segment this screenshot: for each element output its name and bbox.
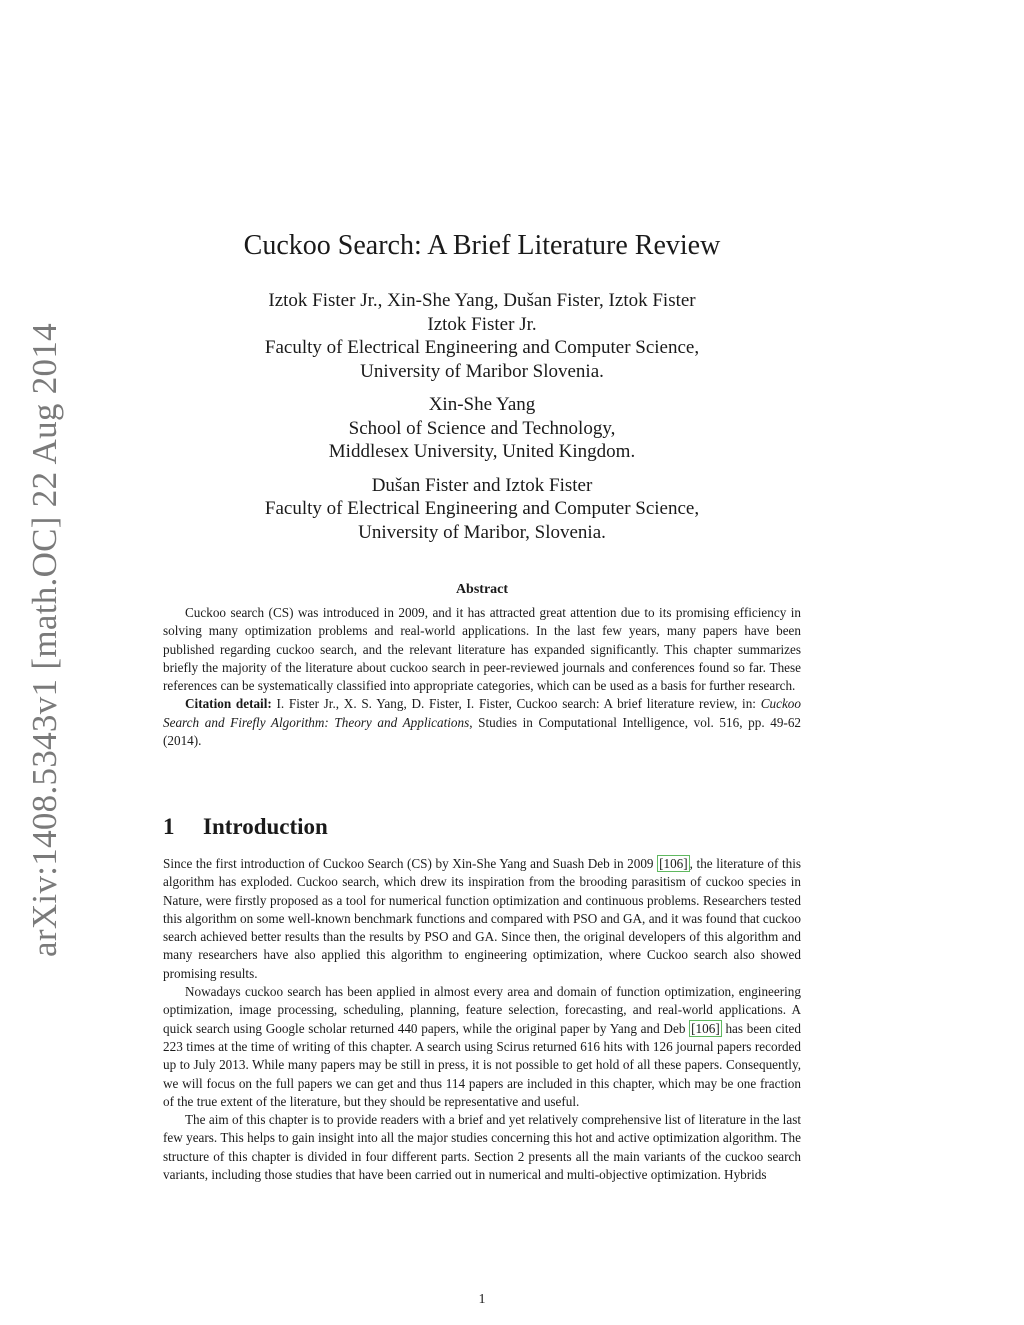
citation-detail-series: , Studies in Computational Intelligence, vol. 516, pp. 49-62 (2014). [163, 714, 802, 749]
introduction-body [163, 855, 801, 1184]
abstract-body [163, 604, 801, 750]
affiliation-1-name: Iztok Fister Jr. [427, 313, 537, 335]
affiliation-2-name: Xin-She Yang [428, 394, 536, 415]
affiliation-3-name: Dušan Fister and Iztok Fister [371, 474, 593, 496]
section-number: 1 [163, 814, 175, 839]
author-block [0, 289, 964, 544]
intro-paragraph-3: The aim of this chapter is to provide readers with a brief and yet relatively comprehensive list of literature in the last few years. This helps to gain insight into all the major studies concerning this hot and active optimization algorithm. The structure of this chapter is divided in four different parts. Section 2 presents all the main variants of the cuckoo search variants, including those studies that have been carried out in numerical and multi-objective optimization. Hybrids [163, 1112, 801, 1183]
intro-paragraph-1-text-b: , the literature of this algorithm has exploded. Cuckoo search, which drew its inspiration from the brooding parasitism of cuckoo species in Nature, were firstly proposed as a tool for numerical function optimization and continuous problems. Researchers tested this algorithm on some well-known benchmark functions and compared with PSO and GA, and it was found that cuckoo search achieved better results than the results by PSO and GA. Since then, the original developers of this algorithm and many researchers have also applied this algorithm to engineering optimization, where Cuckoo search also showed promising results. [163, 856, 801, 981]
affiliation-3-university: University of Maribor, Slovenia. [358, 521, 606, 543]
intro-paragraph-1 [163, 855, 801, 983]
section-title: Introduction [203, 814, 328, 839]
intro-paragraph-1-text-a: Since the first introduction of Cuckoo Search (CS) by Xin-She Yang and Suash Deb in 2009 [163, 856, 658, 871]
intro-paragraph-2 [163, 983, 801, 1111]
citation-link-106-second[interactable]: [106] [691, 1020, 720, 1036]
affiliation-2-department: School of Science and Technology, [348, 417, 616, 439]
citation-detail-book-title: Cuckoo Search and Firefly Algorithm: Theory and Applications [163, 696, 801, 730]
intro-paragraph-2-text-b: has been cited 223 times at the time of writing of this chapter. A search using Scirus returned 616 hits with 126 journal papers recorded up to July 2013. While many papers may be still in press, it is not possible to get hold of all these papers. Consequently, we will focus on the full papers we can get and thus 114 papers are included in this chapter, which may be one fraction of the true extent of the literature, but they should be representative and useful. [163, 1020, 801, 1109]
affiliation-3-department: Faculty of Electrical Engineering and Computer Science, [264, 498, 700, 519]
affiliation-2-university: Middlesex University, United Kingdom. [328, 441, 636, 462]
page-number: 1 [478, 1292, 486, 1307]
section-heading-introduction [163, 814, 328, 840]
intro-paragraph-2-text-a: Nowadays cuckoo search has been applied in almost every area and domain of function optimization, engineering optimization, image processing, scheduling, planning, feature selection, forecasting, and real-world applications. A quick search using Google scholar returned 440 papers, while the original paper by Yang and Deb [163, 984, 801, 1036]
affiliation-1-department: Faculty of Electrical Engineering and Computer Science, [264, 337, 700, 358]
paper-title: Cuckoo Search: A Brief Literature Review [243, 230, 721, 261]
abstract-heading: Abstract [455, 582, 509, 597]
affiliation-1-university: University of Maribor Slovenia. [360, 360, 604, 382]
author-list: Iztok Fister Jr., Xin-She Yang, Dušan Fister, Iztok Fister [268, 290, 696, 311]
citation-detail-authors: I. Fister Jr., X. S. Yang, D. Fister, I. Fister, Cuckoo search: A brief literature review, in: [271, 696, 761, 712]
citation-detail-paragraph [163, 695, 801, 750]
citation-detail-label: Citation detail: [185, 696, 272, 712]
abstract-paragraph: Cuckoo search (CS) was introduced in 2009, and it has attracted great attention due to its promising efficiency in solving many optimization problems and real-world applications. In the last few years, many papers have been published regarding cuckoo search, and the relevant literature has expanded significantly. This chapter summarizes briefly the majority of the literature about cuckoo search in peer-reviewed journals and conferences found so far. These references can be systematically classified into appropriate categories, which can be used as a basis for further research. [163, 605, 801, 694]
citation-link-106[interactable]: [106] [659, 856, 688, 871]
arxiv-identifier-text: arXiv:1408.5343v1 [math.OC] 22 Aug 2014 [25, 323, 64, 957]
